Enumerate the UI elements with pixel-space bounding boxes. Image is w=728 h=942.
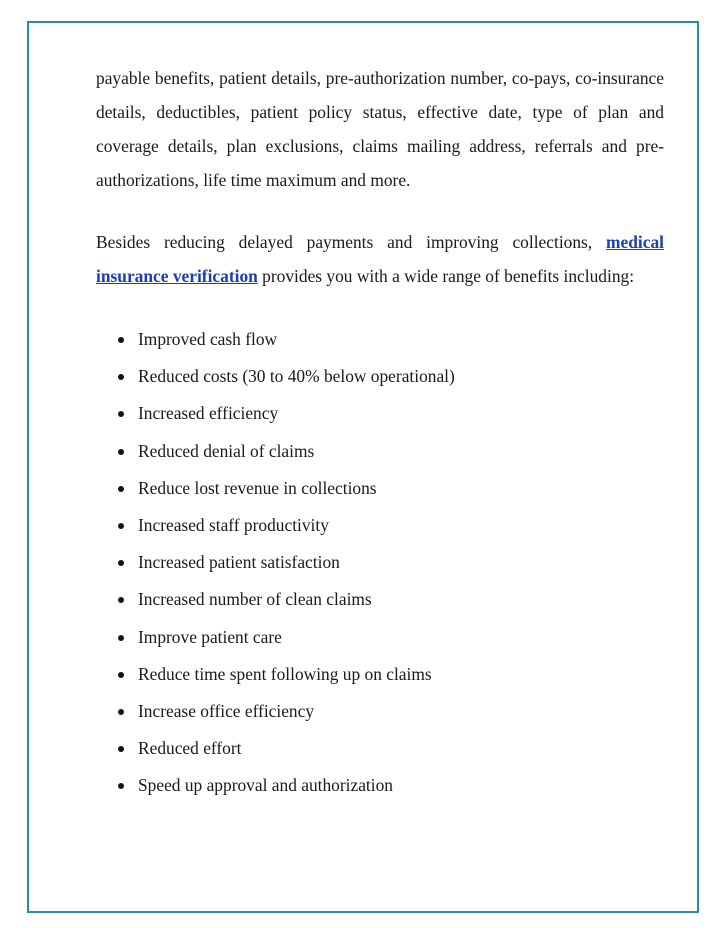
paragraph-benefits-intro <box>96 225 664 293</box>
list-item-label: Reduced effort <box>138 738 242 759</box>
paragraph-benefit-details: payable benefits, patient details, pre-authorization number, co-pays, co-insurance details, deductibles, patient policy status, effective date, type of plan and coverage details, plan exclusions, claims mailing address, referrals and pre-authorizations, life time maximum and more. <box>96 68 664 190</box>
document-body <box>96 61 664 804</box>
list-item-label: Increased number of clean claims <box>138 589 372 610</box>
bullet-icon <box>118 337 124 343</box>
list-item <box>96 321 664 358</box>
list-item <box>96 619 664 656</box>
list-item-label: Reduced denial of claims <box>138 440 315 461</box>
list-item-label: Reduce lost revenue in collections <box>138 477 377 498</box>
paragraph-text-before-link: Besides reducing delayed payments and improving collections, <box>96 232 607 252</box>
list-item-label: Improve patient care <box>138 626 282 647</box>
bullet-icon <box>118 560 124 566</box>
benefits-list <box>96 321 664 804</box>
list-item <box>96 544 664 581</box>
bullet-icon <box>118 746 124 752</box>
bullet-icon <box>118 597 124 603</box>
bullet-icon <box>118 635 124 641</box>
bullet-icon <box>118 449 124 455</box>
medical-insurance-verification-link[interactable]: medical insurance verification <box>96 232 664 286</box>
bullet-icon <box>118 411 124 417</box>
list-item-label: Increased staff productivity <box>138 514 329 535</box>
list-item <box>96 395 664 432</box>
list-item <box>96 656 664 693</box>
paragraph-text-after-link: provides you with a wide range of benefits including: <box>257 266 635 286</box>
bullet-icon <box>118 523 124 529</box>
bullet-icon <box>118 672 124 678</box>
list-item <box>96 507 664 544</box>
list-item-label: Reduce time spent following up on claims <box>138 663 432 684</box>
list-item-label: Increased efficiency <box>138 403 279 424</box>
list-item-label: Reduced costs (30 to 40% below operational) <box>138 366 455 387</box>
list-item <box>96 470 664 507</box>
list-item <box>96 433 664 470</box>
list-item-label: Improved cash flow <box>138 329 278 349</box>
bullet-icon <box>118 374 124 380</box>
list-item-label: Speed up approval and authorization <box>138 775 393 796</box>
list-item <box>96 581 664 618</box>
bullet-icon <box>118 486 124 492</box>
list-item <box>96 693 664 730</box>
list-item-label: Increased patient satisfaction <box>138 552 340 573</box>
list-item <box>96 358 664 395</box>
list-item <box>96 767 664 804</box>
list-item-label: Increase office efficiency <box>138 700 315 721</box>
bullet-icon <box>118 709 124 715</box>
list-item <box>96 730 664 767</box>
bullet-icon <box>118 783 124 789</box>
